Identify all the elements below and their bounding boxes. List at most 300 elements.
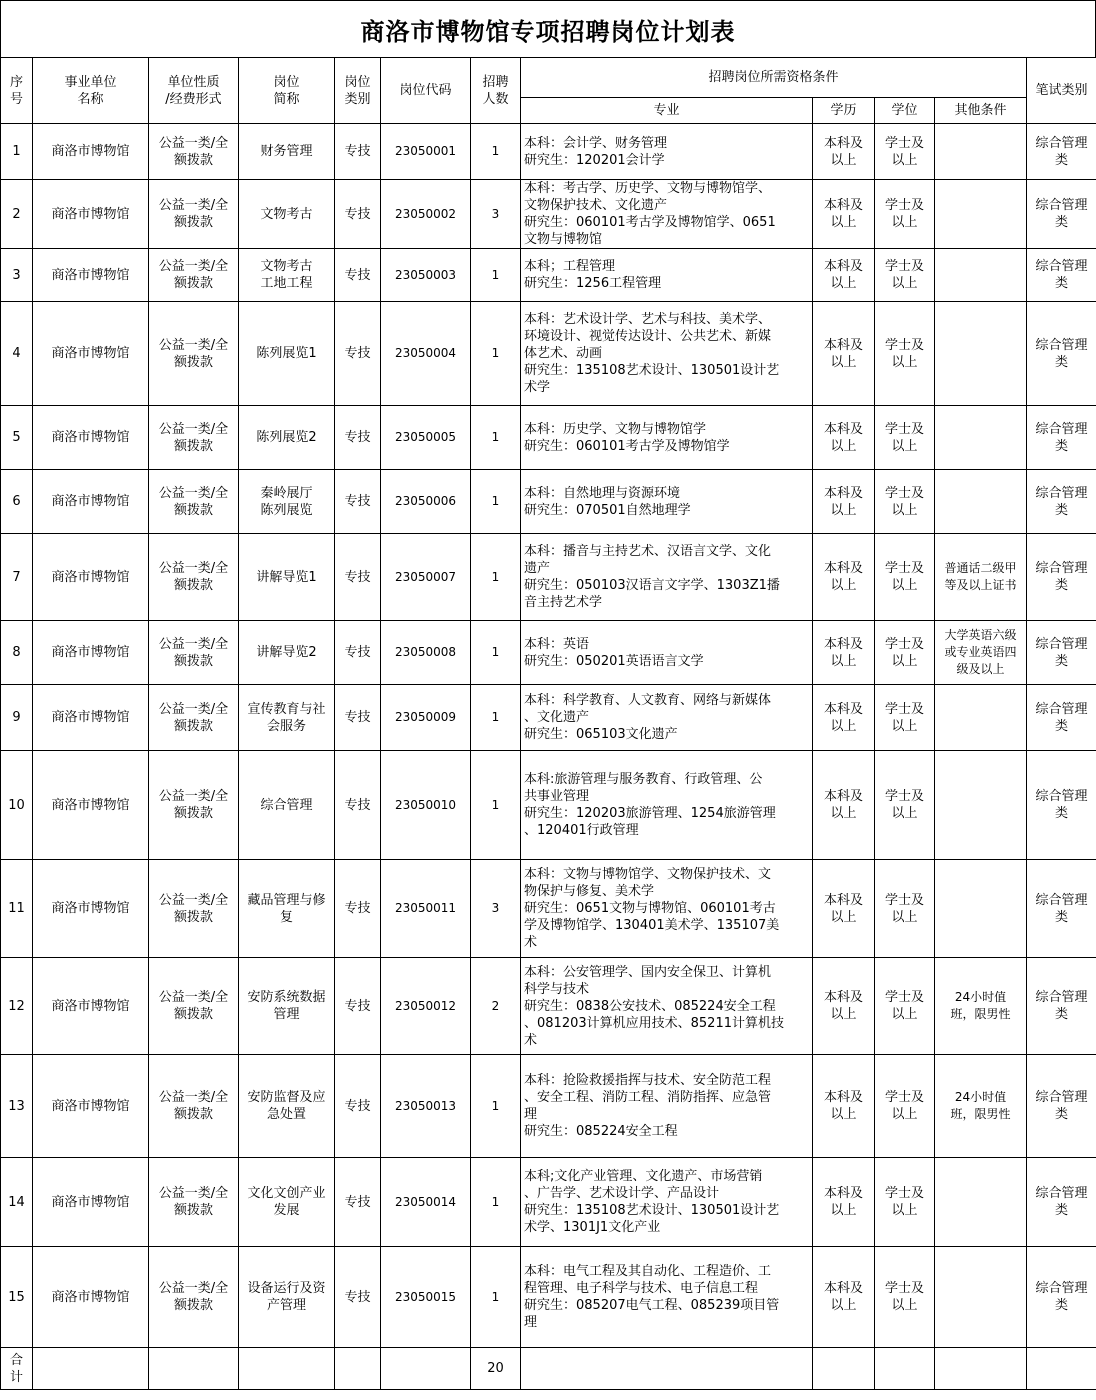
text-line: 藏品管理与修	[247, 892, 326, 908]
text-line: 工地工程	[260, 276, 313, 291]
cell-seq: 2	[1, 180, 33, 249]
text-line: 陈列展览1	[256, 346, 317, 361]
text-line: 综合管理	[260, 797, 313, 813]
cell-degree	[875, 1247, 935, 1348]
header-unit-nature	[149, 58, 239, 124]
text-line: 简称	[273, 91, 300, 107]
text-line: 类	[1055, 718, 1069, 734]
text-line: /经费形式	[165, 91, 222, 107]
cell-post	[239, 751, 335, 860]
cell-education	[813, 958, 875, 1055]
cell-code: 23050008	[381, 621, 471, 685]
text-line: 、081203计算机应用技术、85211计算机技	[524, 1015, 784, 1031]
header-unit-name	[33, 58, 149, 124]
text-line: 安防监督及应	[247, 1090, 326, 1105]
text-line: 以上	[830, 578, 857, 593]
cell-seq: 5	[1, 406, 33, 470]
text-line: 合	[9, 1352, 23, 1368]
cell-major	[521, 1055, 813, 1158]
total-count: 20	[471, 1348, 521, 1390]
text-line: 综合管理	[1035, 990, 1088, 1005]
cell-education	[813, 860, 875, 958]
header-post-code: 岗位代码	[381, 58, 471, 124]
empty-cell	[33, 1348, 149, 1390]
text-line: 以上	[891, 438, 918, 454]
cell-type: 专技	[335, 685, 381, 751]
text-line: 以上	[830, 1107, 857, 1122]
text-line: 学士及	[884, 789, 924, 804]
cell-degree	[875, 534, 935, 621]
text-line: 以上	[830, 276, 857, 291]
cell-exam	[1027, 1247, 1096, 1348]
table-header	[1, 58, 1096, 124]
text-line: 以上	[830, 152, 857, 168]
cell-education	[813, 302, 875, 406]
text-line: 科学与技术	[524, 981, 590, 997]
cell-degree	[875, 470, 935, 534]
cell-unit: 商洛市博物馆	[33, 1055, 149, 1158]
text-line: 学士及	[884, 701, 924, 717]
text-line: 本科及	[823, 701, 863, 717]
text-line: 额拨款	[173, 438, 213, 454]
empty-cell	[381, 1348, 471, 1390]
text-line: 公益一类/全	[158, 990, 229, 1005]
text-line: 公益一类/全	[158, 1090, 229, 1105]
cell-other	[935, 751, 1027, 860]
text-line: 公益一类/全	[158, 135, 229, 151]
text-line: 综合管理	[1035, 1090, 1088, 1105]
empty-cell	[813, 1348, 875, 1390]
text-line: 学士及	[884, 1281, 924, 1296]
cell-type: 专技	[335, 124, 381, 180]
text-line: 公益一类/全	[158, 1281, 229, 1296]
text-line: 公益一类/全	[158, 485, 229, 501]
text-line: 文化文创产业	[247, 1186, 326, 1201]
cell-count: 1	[471, 1247, 521, 1348]
table-row	[1, 751, 1096, 860]
text-line: 学士及	[884, 636, 924, 652]
text-line: 本科：历史学、文物与博物馆学	[524, 421, 707, 437]
text-line: 本科：播音与主持艺术、汉语言文学、文化	[524, 544, 772, 559]
text-line: 环境设计、视觉传达设计、公共艺术、新媒	[524, 329, 772, 344]
text-line: 本科：电气工程及其自动化、工程造价、工	[524, 1264, 772, 1279]
cell-major	[521, 249, 813, 302]
table-row	[1, 406, 1096, 470]
text-line: 研究生：060101考古学及博物馆学	[524, 438, 730, 454]
cell-code: 23050003	[381, 249, 471, 302]
text-line: 类	[1055, 1007, 1069, 1022]
cell-seq: 6	[1, 470, 33, 534]
text-line: 本科及	[823, 198, 863, 213]
table-row	[1, 302, 1096, 406]
text-line: 共事业管理	[524, 789, 590, 804]
text-line: 本科及	[823, 135, 863, 151]
empty-cell	[935, 1348, 1027, 1390]
text-line: 学士及	[884, 421, 924, 437]
text-line: 本科：英语	[524, 636, 590, 652]
table-row	[1, 685, 1096, 751]
cell-nature	[149, 406, 239, 470]
text-line: 术学	[524, 380, 551, 395]
text-line: 讲解导览2	[256, 645, 317, 660]
cell-unit: 商洛市博物馆	[33, 860, 149, 958]
text-line: 本科及	[823, 259, 863, 274]
cell-other	[935, 621, 1027, 685]
cell-degree	[875, 302, 935, 406]
text-line: 综合管理	[1035, 135, 1088, 151]
cell-count: 1	[471, 534, 521, 621]
text-line: 研究生：0651文物与博物馆、060101考古	[524, 901, 776, 916]
cell-education	[813, 1055, 875, 1158]
text-line: 学士及	[884, 1186, 924, 1201]
text-line: 类	[1055, 653, 1069, 669]
text-line: 普通话二级甲	[944, 561, 1017, 575]
text-line: 以上	[891, 152, 918, 168]
cell-seq: 10	[1, 751, 33, 860]
text-line: 类	[1055, 1203, 1069, 1218]
cell-seq: 11	[1, 860, 33, 958]
cell-major	[521, 621, 813, 685]
cell-count: 3	[471, 180, 521, 249]
cell-major	[521, 302, 813, 406]
text-line: 物保护与修复、美术学	[524, 884, 655, 899]
text-line: 研究生：0838公安技术、085224安全工程	[524, 998, 776, 1014]
text-line: 秦岭展厅	[260, 485, 313, 501]
text-line: 发展	[273, 1203, 300, 1218]
cell-exam	[1027, 621, 1096, 685]
table-row	[1, 534, 1096, 621]
cell-count: 1	[471, 249, 521, 302]
header-exam: 笔试类别	[1027, 58, 1096, 124]
text-line: 程管理、电子科学与技术、电子信息工程	[524, 1281, 759, 1296]
text-line: 公益一类/全	[158, 561, 229, 576]
cell-other	[935, 406, 1027, 470]
cell-post	[239, 621, 335, 685]
text-line: 本科及	[823, 485, 863, 501]
text-line: 本科及	[823, 1090, 863, 1105]
text-line: 本科：考古学、历史学、文物与博物馆学、	[524, 181, 772, 196]
cell-type: 专技	[335, 249, 381, 302]
cell-nature	[149, 180, 239, 249]
text-line: 设备运行及资	[247, 1281, 326, 1296]
cell-post	[239, 406, 335, 470]
cell-major	[521, 1158, 813, 1247]
text-line: 事业单位	[64, 74, 117, 90]
text-line: 本科及	[823, 561, 863, 576]
cell-code: 23050012	[381, 958, 471, 1055]
table-row	[1, 1055, 1096, 1158]
text-line: 财务管理	[260, 144, 313, 159]
cell-nature	[149, 1158, 239, 1247]
cell-unit: 商洛市博物馆	[33, 1158, 149, 1247]
text-line: 综合管理	[1035, 259, 1088, 274]
text-line: 以上	[891, 502, 918, 518]
cell-code: 23050009	[381, 685, 471, 751]
cell-post	[239, 1055, 335, 1158]
cell-unit: 商洛市博物馆	[33, 534, 149, 621]
cell-unit: 商洛市博物馆	[33, 685, 149, 751]
total-label	[1, 1348, 33, 1390]
text-line: 综合管理	[1035, 1281, 1088, 1296]
cell-code: 23050002	[381, 180, 471, 249]
cell-count: 1	[471, 751, 521, 860]
cell-post	[239, 302, 335, 406]
text-line: 本科：自然地理与资源环境	[524, 485, 681, 501]
text-line: 本科及	[823, 990, 863, 1005]
cell-other	[935, 685, 1027, 751]
text-line: 额拨款	[173, 215, 213, 230]
cell-exam	[1027, 302, 1096, 406]
text-line: 以上	[830, 1298, 857, 1313]
text-line: 学及博物馆学、130401美术学、135107美	[524, 918, 780, 933]
text-line: 以上	[830, 806, 857, 821]
text-line: 额拨款	[173, 718, 213, 734]
text-line: 研究生：060101考古学及博物馆学、0651	[524, 215, 776, 230]
text-line: 综合管理	[1035, 421, 1088, 437]
header-degree: 学位	[875, 98, 935, 124]
text-line: 文物考古	[260, 259, 313, 274]
cell-education	[813, 180, 875, 249]
cell-post	[239, 470, 335, 534]
text-line: 陈列展览2	[256, 430, 317, 445]
text-line: 本科：科学教育、人文教育、网络与新媒体	[524, 693, 772, 708]
text-line: 研究生：135108艺术设计、130501设计艺	[524, 1203, 780, 1218]
cell-major	[521, 751, 813, 860]
text-line: 遗产	[524, 561, 551, 576]
text-line: 学士及	[884, 990, 924, 1005]
text-line: 24小时值	[954, 990, 1007, 1004]
text-line: 、120401行政管理	[524, 823, 639, 838]
text-line: 额拨款	[173, 806, 213, 821]
cell-seq: 9	[1, 685, 33, 751]
cell-major	[521, 685, 813, 751]
text-line: 研究生：120203旅游管理、1254旅游管理	[524, 806, 776, 821]
cell-post	[239, 1158, 335, 1247]
text-line: 24小时值	[954, 1090, 1007, 1104]
cell-degree	[875, 1055, 935, 1158]
cell-code: 23050014	[381, 1158, 471, 1247]
text-line: 类	[1055, 276, 1069, 291]
text-line: 等及以上证书	[944, 578, 1017, 592]
cell-other	[935, 534, 1027, 621]
empty-cell	[335, 1348, 381, 1390]
text-line: 研究生：1256工程管理	[524, 276, 662, 291]
text-line: 文物保护技术、文化遗产	[524, 198, 668, 213]
text-line: 人数	[482, 91, 509, 107]
text-line: 额拨款	[173, 578, 213, 593]
cell-exam	[1027, 685, 1096, 751]
text-line: 急处置	[266, 1107, 306, 1122]
cell-other	[935, 860, 1027, 958]
text-line: 学士及	[884, 561, 924, 576]
text-line: 公益一类/全	[158, 198, 229, 213]
cell-code: 23050010	[381, 751, 471, 860]
header-requirements: 招聘岗位所需资格条件	[521, 58, 1027, 98]
empty-cell	[875, 1348, 935, 1390]
text-line: 研究生：065103文化遗产	[524, 727, 678, 742]
table-row	[1, 860, 1096, 958]
text-line: 以上	[830, 1203, 857, 1218]
cell-seq: 14	[1, 1158, 33, 1247]
cell-unit: 商洛市博物馆	[33, 470, 149, 534]
text-line: 综合管理	[1035, 485, 1088, 501]
cell-nature	[149, 470, 239, 534]
cell-type: 专技	[335, 180, 381, 249]
text-line: 本科：文物与博物馆学、文物保护技术、文	[524, 867, 772, 882]
text-line: 类	[1055, 215, 1069, 230]
cell-other	[935, 249, 1027, 302]
text-line: 单位性质	[167, 74, 220, 90]
cell-count: 1	[471, 470, 521, 534]
text-line: 类	[1055, 1107, 1069, 1122]
text-line: 以上	[830, 215, 857, 230]
text-line: 额拨款	[173, 1203, 213, 1218]
cell-major	[521, 1247, 813, 1348]
cell-degree	[875, 751, 935, 860]
cell-degree	[875, 406, 935, 470]
cell-seq: 12	[1, 958, 33, 1055]
text-line: 类	[1055, 806, 1069, 821]
cell-code: 23050001	[381, 124, 471, 180]
cell-nature	[149, 860, 239, 958]
text-line: 综合管理	[1035, 789, 1088, 804]
text-line: 类别	[344, 91, 371, 107]
text-line: 以上	[891, 276, 918, 291]
cell-post	[239, 534, 335, 621]
text-line: 本科：艺术设计学、艺术与科技、美术学、	[524, 312, 772, 327]
empty-cell	[149, 1348, 239, 1390]
cell-exam	[1027, 860, 1096, 958]
cell-exam	[1027, 751, 1096, 860]
cell-nature	[149, 249, 239, 302]
text-line: 额拨款	[173, 653, 213, 669]
cell-seq: 4	[1, 302, 33, 406]
text-line: 会服务	[266, 718, 306, 734]
cell-education	[813, 1158, 875, 1247]
text-line: 类	[1055, 502, 1069, 518]
text-line: 学士及	[884, 337, 924, 353]
cell-code: 23050005	[381, 406, 471, 470]
text-line: 额拨款	[173, 502, 213, 518]
cell-seq: 1	[1, 124, 33, 180]
cell-exam	[1027, 249, 1096, 302]
text-line: 以上	[830, 502, 857, 518]
text-line: 额拨款	[173, 152, 213, 168]
text-line: 或专业英语四	[944, 645, 1017, 659]
text-line: 班，限男性	[950, 1007, 1011, 1021]
table-row	[1, 958, 1096, 1055]
cell-seq: 3	[1, 249, 33, 302]
cell-exam	[1027, 180, 1096, 249]
text-line: 复	[279, 909, 293, 925]
table-row	[1, 180, 1096, 249]
text-line: 研究生：070501自然地理学	[524, 502, 691, 518]
text-line: 研究生：120201会计学	[524, 152, 665, 168]
cell-code: 23050011	[381, 860, 471, 958]
text-line: 以上	[891, 215, 918, 230]
text-line: 综合管理	[1035, 198, 1088, 213]
cell-major	[521, 470, 813, 534]
cell-other	[935, 1055, 1027, 1158]
text-line: 本科：抢险救援指挥与技术、安全防范工程	[524, 1073, 772, 1088]
cell-education	[813, 751, 875, 860]
text-line: 理	[524, 1107, 538, 1122]
cell-education	[813, 685, 875, 751]
text-line: 公益一类/全	[158, 259, 229, 274]
text-line: 以上	[891, 1298, 918, 1313]
text-line: 术	[524, 1032, 538, 1048]
text-line: 、文化遗产	[524, 710, 590, 725]
text-line: 本科；工程管理	[524, 259, 616, 274]
text-line: 以上	[891, 578, 918, 593]
cell-unit: 商洛市博物馆	[33, 302, 149, 406]
cell-degree	[875, 124, 935, 180]
cell-unit: 商洛市博物馆	[33, 621, 149, 685]
cell-post	[239, 685, 335, 751]
cell-major	[521, 406, 813, 470]
cell-post	[239, 180, 335, 249]
text-line: 产管理	[266, 1298, 306, 1313]
cell-exam	[1027, 470, 1096, 534]
text-line: 公益一类/全	[158, 789, 229, 804]
text-line: 综合管理	[1035, 636, 1088, 652]
text-line: 音主持艺术学	[524, 595, 603, 610]
text-line: 类	[1055, 438, 1069, 454]
text-line: 公益一类/全	[158, 701, 229, 717]
text-line: 岗位	[273, 74, 300, 90]
cell-count: 2	[471, 958, 521, 1055]
text-line: 研究生：050201英语语言文学	[524, 653, 704, 669]
text-line: 综合管理	[1035, 701, 1088, 717]
text-line: 安防系统数据	[247, 990, 326, 1005]
text-line: 类	[1055, 909, 1069, 925]
cell-code: 23050007	[381, 534, 471, 621]
table-row	[1, 124, 1096, 180]
text-line: 额拨款	[173, 354, 213, 370]
text-line: 以上	[891, 1107, 918, 1122]
cell-count: 1	[471, 302, 521, 406]
text-line: 本科及	[823, 421, 863, 437]
text-line: 文物与博物馆	[524, 232, 603, 247]
text-line: 研究生：085224安全工程	[524, 1124, 678, 1139]
cell-nature	[149, 1055, 239, 1158]
text-line: 类	[1055, 354, 1069, 370]
text-line: 以上	[891, 1007, 918, 1022]
table-row	[1, 1158, 1096, 1247]
text-line: 理	[524, 1315, 538, 1330]
document-title: 商洛市博物馆专项招聘岗位计划表	[0, 0, 1096, 57]
text-line: 计	[9, 1369, 23, 1385]
text-line: 本科：会计学、财务管理	[524, 135, 668, 151]
table-row	[1, 1247, 1096, 1348]
text-line: 号	[9, 91, 23, 107]
table-row	[1, 621, 1096, 685]
text-line: 以上	[891, 909, 918, 925]
cell-nature	[149, 751, 239, 860]
cell-count: 1	[471, 685, 521, 751]
cell-seq: 13	[1, 1055, 33, 1158]
cell-unit: 商洛市博物馆	[33, 1247, 149, 1348]
cell-unit: 商洛市博物馆	[33, 751, 149, 860]
text-line: 以上	[830, 909, 857, 925]
text-line: 以上	[830, 653, 857, 669]
cell-education	[813, 406, 875, 470]
cell-post	[239, 860, 335, 958]
cell-nature	[149, 302, 239, 406]
cell-unit: 商洛市博物馆	[33, 124, 149, 180]
text-line: 研究生：135108艺术设计、130501设计艺	[524, 363, 780, 378]
table-row	[1, 470, 1096, 534]
